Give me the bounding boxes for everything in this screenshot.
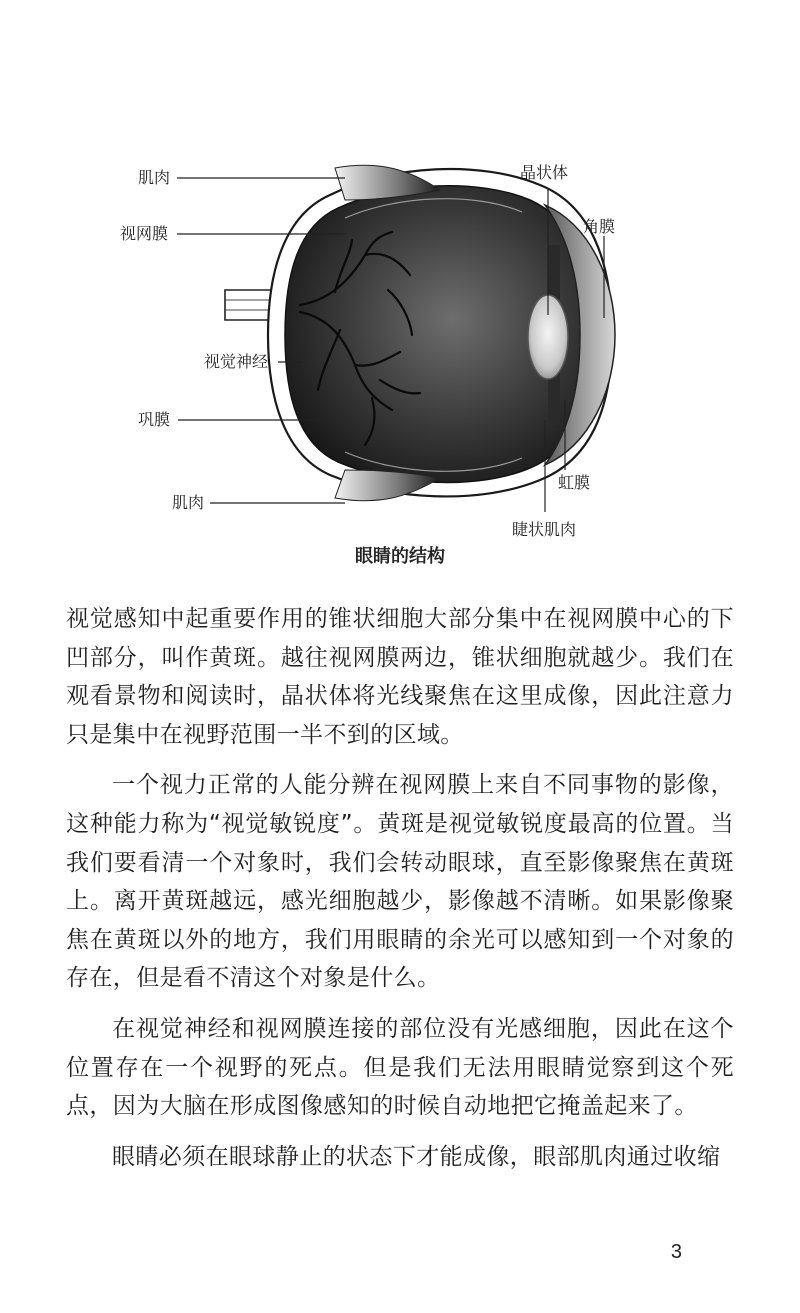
label-sclera: 巩膜 (138, 410, 171, 429)
paragraph-1: 视觉感知中起重要作用的锥状细胞大部分集中在视网膜中心的下凹部分，叫作黄斑。越往视网膜两边，锥状细胞就越少。我们在观看景物和阅读时，晶状体将光线聚焦在这里成像，因此注意力只是集中在视野范围一半不到的区域。 (66, 606, 734, 748)
page-number: 3 (670, 1241, 682, 1263)
paragraph-3: 在视觉神经和视网膜连接的部位没有光感细胞，因此在这个位置存在一个视野的死点。但是我们无法用眼睛觉察到这个死点，因为大脑在形成图像感知的时候自动地把它掩盖起来了。 (66, 1015, 734, 1120)
body-text (66, 600, 734, 1188)
label-iris: 虹膜 (558, 473, 591, 492)
label-lens: 晶状体 (520, 163, 569, 182)
iris-lower (548, 372, 560, 425)
label-ciliary-muscle: 睫状肌肉 (512, 520, 577, 539)
paragraph-4: 眼睛必须在眼球静止的状态下才能成像，眼部肌肉通过收缩 (112, 1143, 721, 1170)
label-optic-nerve: 视觉神经 (204, 352, 269, 371)
label-muscle-top: 肌肉 (138, 168, 171, 187)
eye-structure-figure (0, 0, 800, 590)
figure-caption: 眼睛的结构 (355, 546, 445, 567)
label-muscle-bottom: 肌肉 (172, 493, 205, 512)
iris-upper (548, 245, 560, 300)
label-cornea: 角膜 (583, 217, 616, 236)
label-retina: 视网膜 (120, 224, 169, 243)
paragraph-2: 一个视力正常的人能分辨在视网膜上来自不同事物的影像，这种能力称为“视觉敏锐度”。黄斑是视觉敏锐度最高的位置。当我们要看清一个对象时，我们会转动眼球，直至影像聚焦在黄斑上。离开黄斑越远，感光细胞越少，影像越不清晰。如果影像聚焦在黄斑以外的地方，我们用眼睛的余光可以感知到一个对象的存在，但是看不清这个对象是什么。 (66, 772, 734, 992)
eye-diagram (0, 0, 800, 590)
